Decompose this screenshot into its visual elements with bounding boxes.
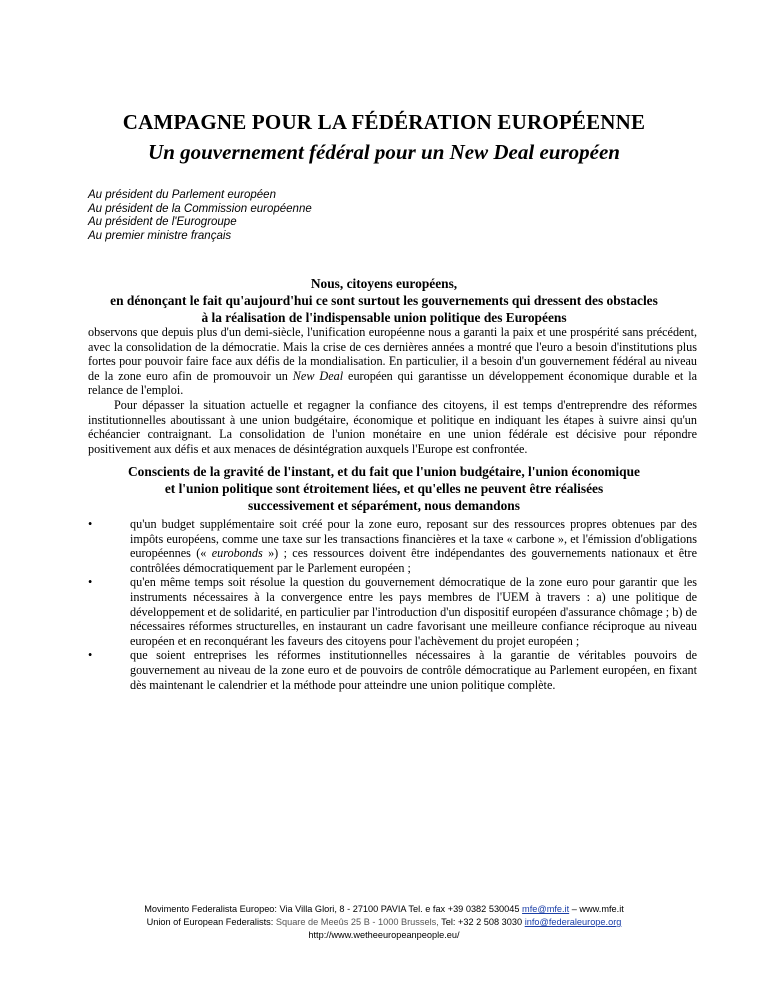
recipient: Au président du Parlement européen [88, 189, 276, 201]
observations-body [88, 325, 697, 456]
paragraph-reforms: Pour dépasser la situation actuelle et regagner la confiance des citoyens, il est temps d'entreprendre des réformes institutionnelles aboutissant à une union budgétaire, économique et politique en indiquant les étapes à suivre ainsi qu'un échéancier contraignant. La consolidation de l'union monétaire en une union fédérale est décisive pour répondre positivement aux défis et aux menaces de désintégration auxquels l'Europe est confrontée. [88, 397, 697, 456]
list-item: • que soient entreprises les réformes institutionnelles nécessaires à la garantie de véritables pouvoirs de gouvernement au niveau de la zone euro et de pouvoirs de contrôle démocratique au Parlement européen, en fixant dès maintenant le calendrier et la méthode pour atteindre une union politique complète. [88, 648, 697, 692]
page-subtitle: Un gouvernement fédéral pour un New Deal européen [148, 140, 620, 164]
list-item: • qu'en même temps soit résolue la question du gouvernement démocratique de la zone euro pour garantir que les instruments nécessaires à la convergence entre les pays membres de l'UEM à travers : a) une politique de développement et de solidarité, en particulier par l'introduction d'un dispositif européen d'assurance chômage ; b) de nécessaires réformes structurelles, en instaurant un cadre favorisant une meilleure confiance réciproque au niveau européen et en reconquérant les faveurs des citoyens pour l'achèvement du projet européen ; [88, 575, 697, 648]
bullet-icon: • [88, 648, 93, 663]
demands-list [88, 517, 697, 692]
bullet-icon: • [88, 575, 93, 590]
paragraph-observations: observons que depuis plus d'un demi-siècle, l'unification européenne nous a garanti la paix et une prospérité sans précédent, avec la consolidation de la démocratie. Mais la crise de ces dernières années a montré que l'euro a besoin d'institutions plus fortes pour pouvoir faire face aux défis de la mondialisation. En particulier, il a besoin d'un gouvernement fédéral au niveau de la zone euro afin de promouvoir un New Deal européen qui garantisse un développement économique durable et la relance de l'emploi. [88, 325, 697, 398]
footer-website[interactable]: http://www.wetheeuropeanpeople.eu/ [308, 930, 460, 940]
heading-line: Conscients de la gravité de l'instant, et du fait que l'union budgétaire, l'union économique [128, 464, 640, 479]
list-item: • qu'un budget supplémentaire soit créé pour la zone euro, reposant sur des ressources propres obtenues par des impôts européens, comme une taxe sur les transactions financières et la taxe « carbone », et l'émission d'obligations européennes (« eurobonds ») ; ces ressources doivent être indépendantes des gouvernements nationaux et être contrôlées démocratiquement par le Parlement européen ; [88, 517, 697, 575]
recipients-list [88, 189, 688, 243]
eurobonds-emphasis: eurobonds [211, 546, 263, 561]
mfe-email-link[interactable]: mfe@mfe.it [522, 904, 570, 914]
recipient: Au premier ministre français [88, 229, 232, 242]
heading-line: en dénonçant le fait qu'aujourd'hui ce sont surtout les gouvernements qui dressent des obstacles [110, 293, 658, 308]
heading-line: successivement et séparément, nous demandons [248, 498, 520, 513]
heading-line: et l'union politique sont étroitement liées, et qu'elles ne peuvent être réalisées [164, 481, 604, 496]
new-deal-emphasis: New Deal [292, 368, 344, 383]
uef-email-link[interactable]: info@federaleurope.org [524, 917, 622, 927]
heading-line: Nous, citoyens européens, [310, 276, 458, 291]
footer-line-uef: Union of European Federalists: Square de Meeûs 25 B - 1000 Brussels, Tel: +32 2 508 3030 info@federaleurope.org [146, 917, 622, 927]
page-title: CAMPAGNE POUR LA FÉDÉRATION EUROPÉENNE [122, 110, 646, 134]
page-footer [0, 903, 768, 942]
recipient: Au président de la Commission européenne [88, 202, 312, 215]
recipient: Au président de l'Eurogroupe [88, 216, 237, 228]
footer-line-mfe: Movimento Federalista Europeo: Via Villa Glori, 8 - 27100 PAVIA Tel. e fax +39 0382 530045 mfe@mfe.it – www.mfe.it [144, 904, 624, 914]
section-heading-demands [60, 463, 708, 514]
heading-line: à la réalisation de l'indispensable union politique des Européens [201, 310, 567, 325]
section-heading-citizens [60, 275, 708, 326]
bullet-icon: • [88, 517, 93, 531]
